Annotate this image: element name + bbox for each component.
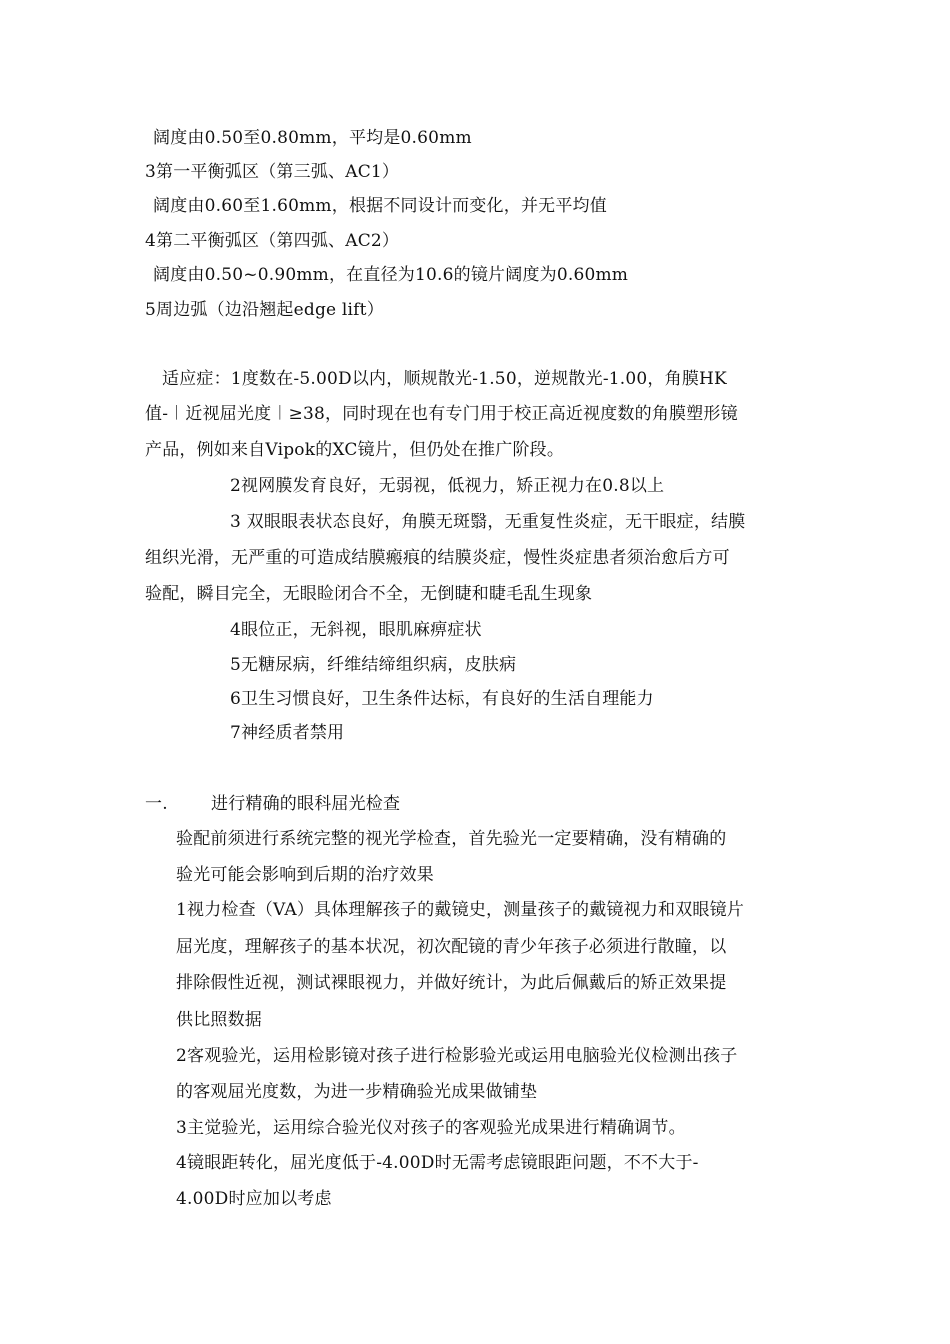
section-number: 一. [145, 794, 168, 814]
text-line: 2视网膜发育良好，无弱视，低视力，矫正视力在0.8以上 [230, 476, 665, 496]
text-line: 的客观屈光度数，为进一步精确验光成果做铺垫 [176, 1082, 538, 1102]
text-line: 阔度由0.60至1.60mm，根据不同设计而变化，并无平均值 [153, 196, 607, 216]
text-line: 值-︱近视屈光度︱≥38，同时现在也有专门用于校正高近视度数的角膜塑形镜 [145, 404, 738, 424]
text-line: 5周边弧（边沿翘起edge lift） [145, 300, 384, 320]
text-line: 1视力检查（VA）具体理解孩子的戴镜史，测量孩子的戴镜视力和双眼镜片 [176, 900, 745, 920]
text-line: 验光可能会影响到后期的治疗效果 [176, 865, 434, 885]
text-line: 产品，例如来自Vipok的XC镜片，但仍处在推广阶段。 [145, 440, 565, 460]
text-line: 排除假性近视，测试裸眼视力，并做好统计，为此后佩戴后的矫正效果提 [176, 973, 727, 993]
text-line: 组织光滑，无严重的可造成结膜瘢痕的结膜炎症，慢性炎症患者须治愈后方可 [145, 548, 730, 568]
text-line: 验配前须进行系统完整的视光学检查，首先验光一定要精确，没有精确的 [176, 829, 727, 849]
text-line: 3主觉验光，运用综合验光仪对孩子的客观验光成果进行精确调节。 [176, 1118, 686, 1138]
text-line: 3第一平衡弧区（第三弧、AC1） [145, 162, 400, 182]
text-line: 阔度由0.50至0.80mm，平均是0.60mm [153, 128, 472, 148]
text-line: 3 双眼眼表状态良好，角膜无斑翳，无重复性炎症，无干眼症，结膜 [230, 512, 746, 532]
text-line: 适应症：1度数在-5.00D以内，顺规散光-1.50，逆规散光-1.00，角膜HK [162, 369, 727, 389]
text-line: 屈光度，理解孩子的基本状况，初次配镜的青少年孩子必须进行散瞳，以 [176, 937, 727, 957]
text-line: 阔度由0.50~0.90mm，在直径为10.6的镜片阔度为0.60mm [153, 265, 629, 285]
text-line: 4.00D时应加以考虑 [176, 1189, 332, 1209]
text-line: 验配，瞬目完全，无眼睑闭合不全，无倒睫和睫毛乱生现象 [145, 584, 593, 604]
text-line: 4眼位正，无斜视，眼肌麻痹症状 [230, 620, 482, 640]
text-line: 5无糖尿病，纤维结缔组织病，皮肤病 [230, 655, 517, 675]
text-line: 6卫生习惯良好，卫生条件达标，有良好的生活自理能力 [230, 689, 654, 709]
text-line: 2客观验光，运用检影镜对孩子进行检影验光或运用电脑验光仪检测出孩子 [176, 1046, 738, 1066]
text-line: 7神经质者禁用 [230, 723, 345, 743]
text-line: 供比照数据 [176, 1010, 262, 1030]
text-line: 4第二平衡弧区（第四弧、AC2） [145, 231, 400, 251]
section-heading: 进行精确的眼科屈光检查 [211, 794, 401, 814]
text-line: 4镜眼距转化，屈光度低于-4.00D时无需考虑镜眼距问题，不不大于- [176, 1153, 699, 1173]
